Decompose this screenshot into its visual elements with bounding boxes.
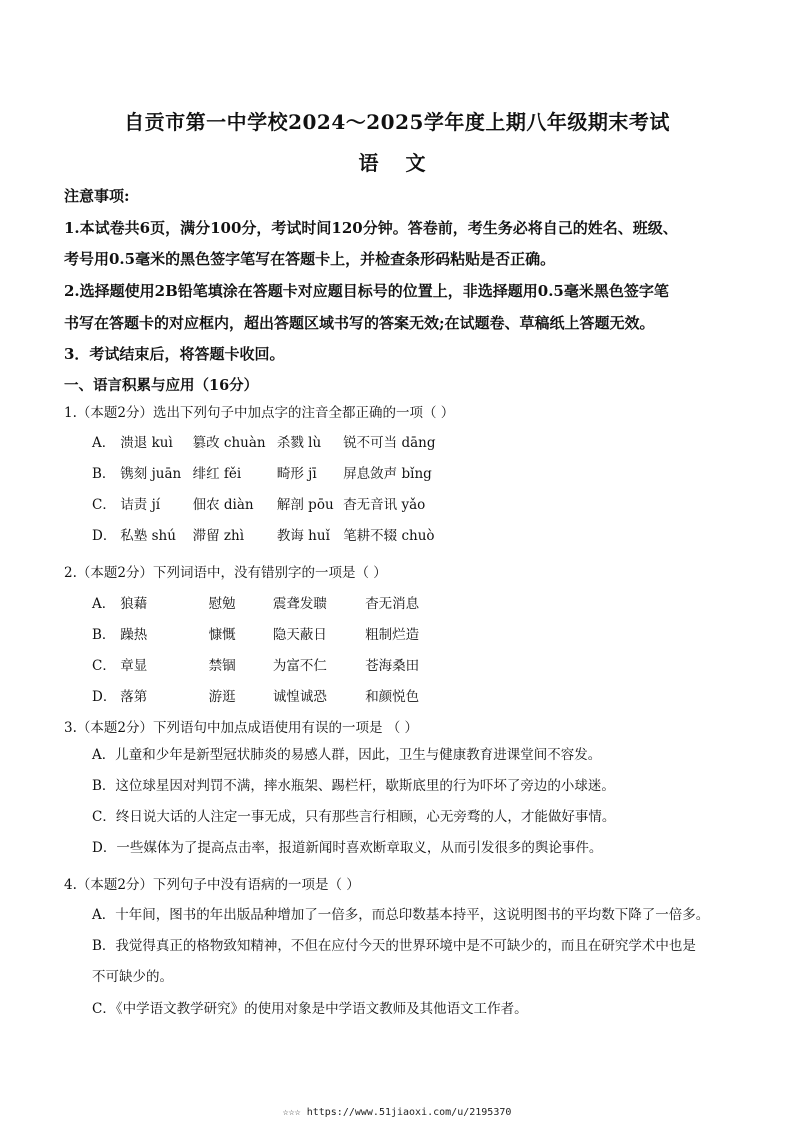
question-1-stem: 1.（本题2分）选出下列句子中加点字的注音全都正确的一项（ ） (64, 405, 455, 421)
q4-option-a: A．十年间，图书的年出版品种增加了一倍多，而总印数基本持平，这说明图书的平均数下降了一倍多。 (92, 907, 710, 923)
note-line-1: 1.本试卷共6页，满分100分，考试时间120分钟。答卷前，考生务必将自己的姓名、班级、 (64, 219, 678, 237)
q1-option-b: B． 镌刻 juān 绯红 fěi 畸形 jī 屏息敛声 bǐng (92, 466, 432, 482)
q2-option-a: A． 狼藉 慰勉 震聋发聩 杳无消息 (92, 596, 420, 612)
q4-option-c: C．《中学语文教学研究》的使用对象是中学语文教师及其他语文工作者。 (92, 1001, 528, 1017)
q2-option-c: C． 章显 禁锢 为富不仁 苍海桑田 (92, 658, 420, 674)
note-line-5: 3．考试结束后，将答题卡收回。 (64, 345, 285, 363)
question-4-stem: 4.（本题2分）下列句子中没有语病的一项是（ ） (64, 877, 360, 893)
section-heading: 一、语言积累与应用（16分） (64, 377, 259, 394)
q4-option-b-continued: 不可缺少的。 (92, 969, 173, 985)
q3-option-a: A．儿童和少年是新型冠状肺炎的易感人群，因此，卫生与健康教育进课堂间不容发。 (92, 747, 602, 763)
q1-option-a: A． 溃退 kuì 篡改 chuàn 杀戮 lù 锐不可当 dāng (92, 435, 436, 451)
q3-option-b: B．这位球星因对判罚不满，摔水瓶架、踢栏杆，歇斯底里的行为吓坏了旁边的小球迷。 (92, 778, 615, 794)
q2-option-b: B． 躁热 慷慨 隐天蔽日 粗制烂造 (92, 627, 420, 643)
note-line-2: 考号用0.5毫米的黑色签字笔写在答题卡上，并检查条形码粘贴是否正确。 (64, 250, 556, 268)
subject-title: 语 文 (358, 151, 436, 175)
q1-option-c: C． 诘责 jí 佃农 diàn 解剖 pōu 杳无音讯 yǎo (92, 497, 426, 513)
question-3-stem: 3.（本题2分）下列语句中加点成语使用有误的一项是 （ ） (64, 720, 419, 736)
note-line-3: 2.选择题使用2B铅笔填涂在答题卡对应题目标号的位置上，非选择题用0.5毫米黑色签字笔 (64, 282, 669, 300)
notes-heading: 注意事项: (64, 187, 130, 205)
q2-option-d: D． 落第 游逛 诚惶诚恐 和颜悦色 (92, 689, 420, 705)
note-line-4: 书写在答题卡的对应框内，超出答题区域书写的答案无效;在试题卷、草稿纸上答题无效。 (64, 314, 655, 332)
q1-option-d: D． 私塾 shú 滞留 zhì 教诲 huǐ 笔耕不辍 chuò (92, 528, 435, 544)
q3-option-c: C．终日说大话的人注定一事无成，只有那些言行相顾，心无旁骛的人，才能做好事情。 (92, 809, 616, 825)
exam-title: 自贡市第一中学校2024～2025学年度上期八年级期末考试 (124, 110, 670, 134)
q3-option-d: D．一些媒体为了提高点击率，报道新闻时喜欢断章取义，从而引发很多的舆论事件。 (92, 840, 603, 856)
footer-url: ☆☆☆ https://www.51jiaoxi.com/u/2195370 (282, 1107, 512, 1118)
q4-option-b: B．我觉得真正的格物致知精神，不但在应付今天的世界环境中是不可缺少的，而且在研究学术中也是 (92, 938, 696, 954)
question-2-stem: 2.（本题2分）下列词语中，没有错别字的一项是（ ） (64, 565, 387, 581)
